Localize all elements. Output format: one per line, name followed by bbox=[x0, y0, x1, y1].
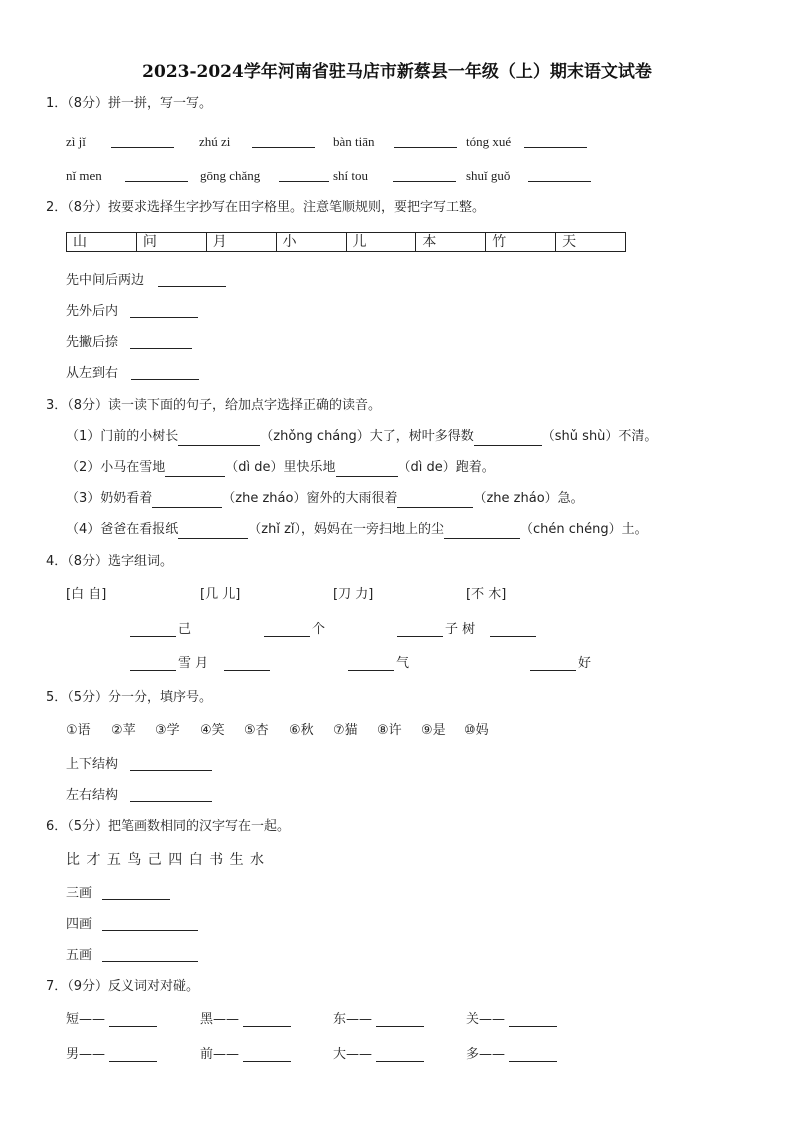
q3-s1-part-c: （shǔ shù）不清。 bbox=[541, 429, 658, 444]
grid-char: 山 bbox=[67, 233, 137, 251]
q3-sentence-1 bbox=[66, 428, 657, 446]
q7-word-6: 前—— bbox=[200, 1047, 240, 1062]
q3-sentence-3 bbox=[66, 490, 584, 508]
grid-char: 月 bbox=[207, 233, 277, 251]
q5-char-7: ⑦猫 bbox=[333, 723, 358, 738]
q5-char-5: ⑤杏 bbox=[244, 723, 269, 738]
q1-answer-blank-4[interactable] bbox=[524, 133, 587, 148]
grid-char: 儿 bbox=[347, 233, 417, 251]
q1-pinyin-4: tóng xué bbox=[466, 134, 512, 149]
q4-blank-4[interactable] bbox=[490, 622, 536, 637]
grid-char: 本 bbox=[416, 233, 486, 251]
q3-header: 3．（8分）读一读下面的句子，给加点字选择正确的读音。 bbox=[46, 398, 382, 413]
q7-word-4: 关—— bbox=[466, 1012, 506, 1027]
q6-label-three-strokes: 三画 bbox=[66, 886, 93, 901]
q3-s1-blank-1[interactable] bbox=[178, 431, 260, 446]
q1-answer-blank-2[interactable] bbox=[252, 133, 315, 148]
q3-s3-blank-2[interactable] bbox=[397, 493, 473, 508]
q4-word-4: 雪 月 bbox=[178, 656, 209, 671]
q7-word-2: 黑—— bbox=[200, 1012, 240, 1027]
q3-s4-part-c: （chén chéng）土。 bbox=[520, 522, 648, 537]
q3-s1-blank-2[interactable] bbox=[474, 431, 542, 446]
q4-choice-group-2: [几 儿] bbox=[200, 587, 241, 602]
q4-header: 4．（8分）选字组词。 bbox=[46, 554, 174, 569]
q6-char-list: 比 才 五 鸟 己 四 白 书 生 水 bbox=[66, 852, 266, 868]
q1-header: 1．（8分）拼一拼，写一写。 bbox=[46, 96, 213, 111]
q6-label-five-strokes: 五画 bbox=[66, 948, 93, 963]
q7-word-5: 男—— bbox=[66, 1047, 106, 1062]
q5-char-4: ④笑 bbox=[200, 723, 225, 738]
q3-s4-part-a: （4）爸爸在看报纸 bbox=[66, 522, 179, 537]
q3-s3-part-c: （zhe zháo）急。 bbox=[473, 491, 584, 506]
q1-pinyin-7: shí tou bbox=[333, 168, 369, 183]
q7-word-8: 多—— bbox=[466, 1047, 506, 1062]
q4-blank-1[interactable] bbox=[130, 622, 176, 637]
q1-pinyin-6: gōng chǎng bbox=[200, 168, 261, 183]
page-title: 2023-2024学年河南省驻马店市新蔡县一年级（上）期末语文试卷 bbox=[142, 62, 652, 82]
q7-answer-blank-2[interactable] bbox=[243, 1012, 291, 1027]
q1-pinyin-1: zì jǐ bbox=[66, 134, 86, 149]
q6-answer-blank-2[interactable] bbox=[102, 916, 198, 931]
q3-s2-part-a: （2）小马在雪地 bbox=[66, 460, 166, 475]
q4-choice-group-4: [不 木] bbox=[466, 587, 507, 602]
q5-char-9: ⑨是 bbox=[421, 723, 446, 738]
q7-answer-blank-5[interactable] bbox=[109, 1047, 157, 1062]
q3-s1-part-b: （zhǒng cháng）大了，树叶多得数 bbox=[260, 429, 474, 444]
q3-s2-blank-1[interactable] bbox=[165, 462, 225, 477]
q3-s3-part-a: （3）奶奶看着 bbox=[66, 491, 153, 506]
rule-answer-blank-3[interactable] bbox=[130, 334, 192, 349]
rule-label-outside-first: 先外后内 bbox=[66, 304, 119, 319]
q7-header: 7．（9分）反义词对对碰。 bbox=[46, 979, 200, 994]
q3-s4-blank-2[interactable] bbox=[444, 524, 520, 539]
q6-answer-blank-3[interactable] bbox=[102, 947, 198, 962]
q7-word-3: 东—— bbox=[333, 1012, 373, 1027]
q5-char-10: ⑩妈 bbox=[464, 723, 489, 738]
tianzige-char-grid bbox=[66, 232, 626, 252]
q7-word-1: 短—— bbox=[66, 1012, 106, 1027]
q4-word-3: 子 树 bbox=[445, 622, 476, 637]
q7-answer-blank-3[interactable] bbox=[376, 1012, 424, 1027]
q6-header: 6．（5分）把笔画数相同的汉字写在一起。 bbox=[46, 819, 291, 834]
q5-char-6: ⑥秋 bbox=[289, 723, 314, 738]
q1-answer-blank-8[interactable] bbox=[528, 167, 591, 182]
q5-char-8: ⑧许 bbox=[377, 723, 402, 738]
q3-s2-blank-2[interactable] bbox=[336, 462, 398, 477]
q3-sentence-2 bbox=[66, 459, 495, 477]
q1-answer-blank-7[interactable] bbox=[393, 167, 456, 182]
q6-label-four-strokes: 四画 bbox=[66, 917, 93, 932]
q7-answer-blank-1[interactable] bbox=[109, 1012, 157, 1027]
q5-header: 5．（5分）分一分，填序号。 bbox=[46, 690, 213, 705]
q3-sentence-4 bbox=[66, 521, 648, 539]
q3-s1-part-a: （1）门前的小树长 bbox=[66, 429, 179, 444]
q4-choice-group-3: [刀 力] bbox=[333, 587, 374, 602]
q4-blank-8[interactable] bbox=[530, 656, 576, 671]
q1-pinyin-5: nǐ men bbox=[66, 168, 102, 183]
q3-s2-part-c: （dì de）跑着。 bbox=[397, 460, 495, 475]
q1-answer-blank-1[interactable] bbox=[111, 133, 174, 148]
q5-label-top-bottom: 上下结构 bbox=[66, 757, 119, 772]
rule-label-pie-first: 先撇后捺 bbox=[66, 335, 119, 350]
q7-answer-blank-4[interactable] bbox=[509, 1012, 557, 1027]
q3-s3-part-b: （zhe zháo）窗外的大雨很着 bbox=[222, 491, 398, 506]
q5-answer-blank-2[interactable] bbox=[130, 787, 212, 802]
q4-word-5: 气 bbox=[396, 656, 410, 671]
rule-label-left-to-right: 从左到右 bbox=[66, 366, 119, 381]
grid-char: 小 bbox=[277, 233, 347, 251]
q4-word-6: 好 bbox=[578, 656, 592, 671]
q6-answer-blank-1[interactable] bbox=[102, 885, 170, 900]
q7-word-7: 大—— bbox=[333, 1047, 373, 1062]
q1-pinyin-2: zhú zi bbox=[199, 134, 231, 149]
q4-word-1: 己 bbox=[178, 622, 192, 637]
q7-answer-blank-7[interactable] bbox=[376, 1047, 424, 1062]
rule-answer-blank-2[interactable] bbox=[130, 303, 198, 318]
rule-answer-blank-4[interactable] bbox=[131, 365, 199, 380]
q3-s3-blank-1[interactable] bbox=[152, 493, 222, 508]
q5-char-2: ②苹 bbox=[111, 723, 136, 738]
q5-label-left-right: 左右结构 bbox=[66, 788, 119, 803]
q3-s2-part-b: （dì de）里快乐地 bbox=[225, 460, 336, 475]
q1-answer-blank-3[interactable] bbox=[394, 133, 457, 148]
q3-s4-part-b: （zhǐ zǐ），妈妈在一旁扫地上的尘 bbox=[248, 522, 445, 537]
q4-word-2: 个 bbox=[312, 622, 326, 637]
q5-char-1: ①语 bbox=[66, 723, 91, 738]
grid-char: 天 bbox=[562, 234, 577, 250]
rule-answer-blank-1[interactable] bbox=[158, 272, 226, 287]
q7-answer-blank-6[interactable] bbox=[243, 1047, 291, 1062]
q4-blank-6[interactable] bbox=[224, 656, 270, 671]
q4-blank-3[interactable] bbox=[397, 622, 443, 637]
q4-blank-7[interactable] bbox=[348, 656, 394, 671]
q1-pinyin-8: shuǐ guǒ bbox=[466, 168, 511, 183]
q1-answer-blank-5[interactable] bbox=[125, 167, 188, 182]
rule-label-middle-first: 先中间后两边 bbox=[66, 273, 145, 288]
q1-answer-blank-6[interactable] bbox=[279, 167, 329, 182]
q7-answer-blank-8[interactable] bbox=[509, 1047, 557, 1062]
q1-pinyin-3: bàn tiān bbox=[333, 134, 375, 149]
q4-choice-group-1: [白 自] bbox=[66, 587, 107, 602]
grid-char: 竹 bbox=[486, 233, 556, 251]
q2-header: 2．（8分）按要求选择生字抄写在田字格里。注意笔顺规则，要把字写工整。 bbox=[46, 200, 486, 215]
q5-answer-blank-1[interactable] bbox=[130, 756, 212, 771]
q4-blank-5[interactable] bbox=[130, 656, 176, 671]
q3-s4-blank-1[interactable] bbox=[178, 524, 248, 539]
q4-blank-2[interactable] bbox=[264, 622, 310, 637]
q5-char-3: ③学 bbox=[155, 723, 180, 738]
grid-char: 问 bbox=[137, 233, 207, 251]
